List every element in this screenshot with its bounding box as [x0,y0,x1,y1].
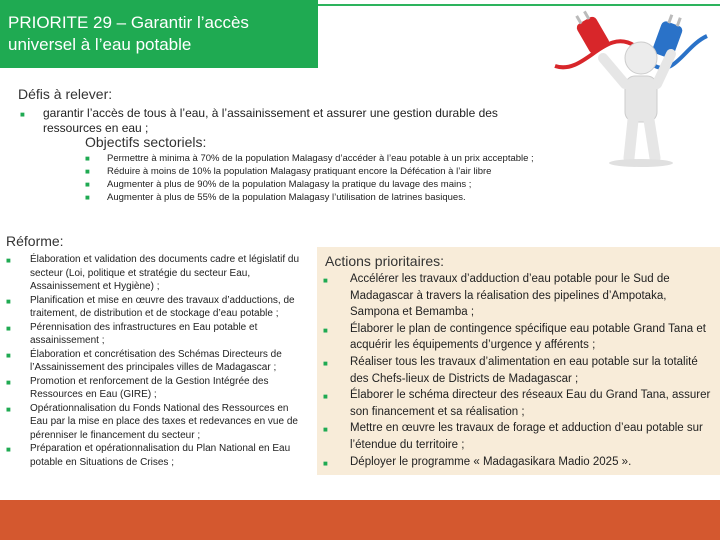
page-title: PRIORITE 29 – Garantir l’accès universel à l’eau potable [8,13,249,54]
square-bullet-icon: ■ [323,425,328,435]
square-bullet-icon: ■ [20,110,25,119]
objective-text: Réduire à moins de 10% la population Malagasy pratiquant encore la Défécation à l’air libre [107,166,492,177]
action-text: Élaborer le schéma directeur des réseaux Eau du Grand Tana, assurer son financement et sa réalisation ; [350,389,711,418]
square-bullet-icon: ■ [6,256,11,265]
reform-text: Opérationnalisation du Fonds National des Ressources en Eau par la mise en place des taxes et redevances en vue de pérenniser le financement du secteur ; [30,402,298,441]
square-bullet-icon: ■ [6,377,11,387]
reform-text: Planification et mise en œuvre des travaux d’adductions, de traitement, de distribution et de stockage d’eau potable ; [30,294,295,319]
square-bullet-icon: ■ [323,358,328,368]
actions-list [323,271,713,470]
reform-text: Élaboration et concrétisation des Schémas Directeurs de l’Assainissement des principales villes de Madagascar ; [30,348,282,373]
list-item [6,253,306,294]
reform-text: Pérennisation des infrastructures en Eau potable et assainissement ; [30,321,258,346]
actions-heading: Actions prioritaires: [325,253,445,269]
challenge-item: garantir l’accès de tous à l’eau, à l’assainissement et assurer une gestion durable des ressources en eau ; [43,106,498,135]
square-bullet-icon: ■ [323,392,328,402]
square-bullet-icon: ■ [6,323,11,333]
objective-text: Permettre à minima à 70% de la population Malagasy d’accéder à l’eau potable à un prix acceptable ; [107,153,534,164]
list-item [323,321,713,354]
objectives-heading: Objectifs sectoriels: [85,134,207,150]
actions-panel [317,247,720,475]
reform-text: Préparation et opérationnalisation du Plan National en Eau potable en Situations de Crises ; [30,443,291,468]
challenges-heading: Défis à relever: [18,86,113,102]
list-item [323,454,713,471]
square-bullet-icon: ■ [323,458,328,468]
square-bullet-icon: ■ [6,350,11,360]
list-item [323,387,713,420]
square-bullet-icon: ■ [323,325,328,335]
square-bullet-icon: ■ [85,180,90,189]
title-banner [0,0,318,68]
list-item [85,191,555,204]
objective-text: Augmenter à plus de 55% de la population Malagasy l’utilisation de latrines basiques. [107,192,466,203]
action-text: Déployer le programme « Madagasikara Madio 2025 ». [350,455,632,468]
reform-list [6,253,306,469]
objective-text: Augmenter à plus de 90% de la population Malagasy la pratique du lavage des mains ; [107,179,472,190]
list-item [85,152,555,165]
reform-text: Promotion et renforcement de la Gestion Intégrée des Ressources en Eau (GIRE) ; [30,375,269,400]
square-bullet-icon: ■ [6,404,11,414]
square-bullet-icon: ■ [6,445,11,454]
reform-heading: Réforme: [6,233,64,249]
action-text: Mettre en œuvre les travaux de forage et adduction d’eau potable sur l’étendue du territoire ; [350,422,703,451]
person-holding-plugs-icon [545,6,717,168]
action-text: Réaliser tous les travaux d’alimentation en eau potable sur la totalité des Chefs-lieux de Districts de Madagascar ; [350,355,698,385]
square-bullet-icon: ■ [6,296,11,306]
action-text: Accélérer les travaux d’adduction d’eau potable pour le Sud de Madagascar à travers la réalisation des pipelines d’Ampotaka, Sampona et Bemamba ; [350,273,670,319]
list-item [6,321,306,348]
list-item [6,375,306,402]
list-item [85,178,555,191]
footer-bar [0,500,720,540]
objectives-list [85,152,555,204]
reform-text: Élaboration et validation des documents cadre et législatif du secteur (Loi, politique et stratégie du secteur Eau, Assainissement et Hygiène) ; [30,254,300,292]
list-item [85,165,555,178]
list-item [6,348,306,375]
list-item [323,271,713,321]
square-bullet-icon: ■ [85,154,90,163]
action-text: Élaborer le plan de contingence spécifique eau potable Grand Tana et acquérir les équipements d’urgence y afférents ; [350,322,706,352]
list-item [6,442,306,469]
square-bullet-icon: ■ [323,276,328,285]
square-bullet-icon: ■ [85,193,90,202]
list-item [323,354,713,387]
square-bullet-icon: ■ [85,167,90,176]
list-item [6,294,306,321]
list-item [6,402,306,443]
list-item [323,420,713,453]
